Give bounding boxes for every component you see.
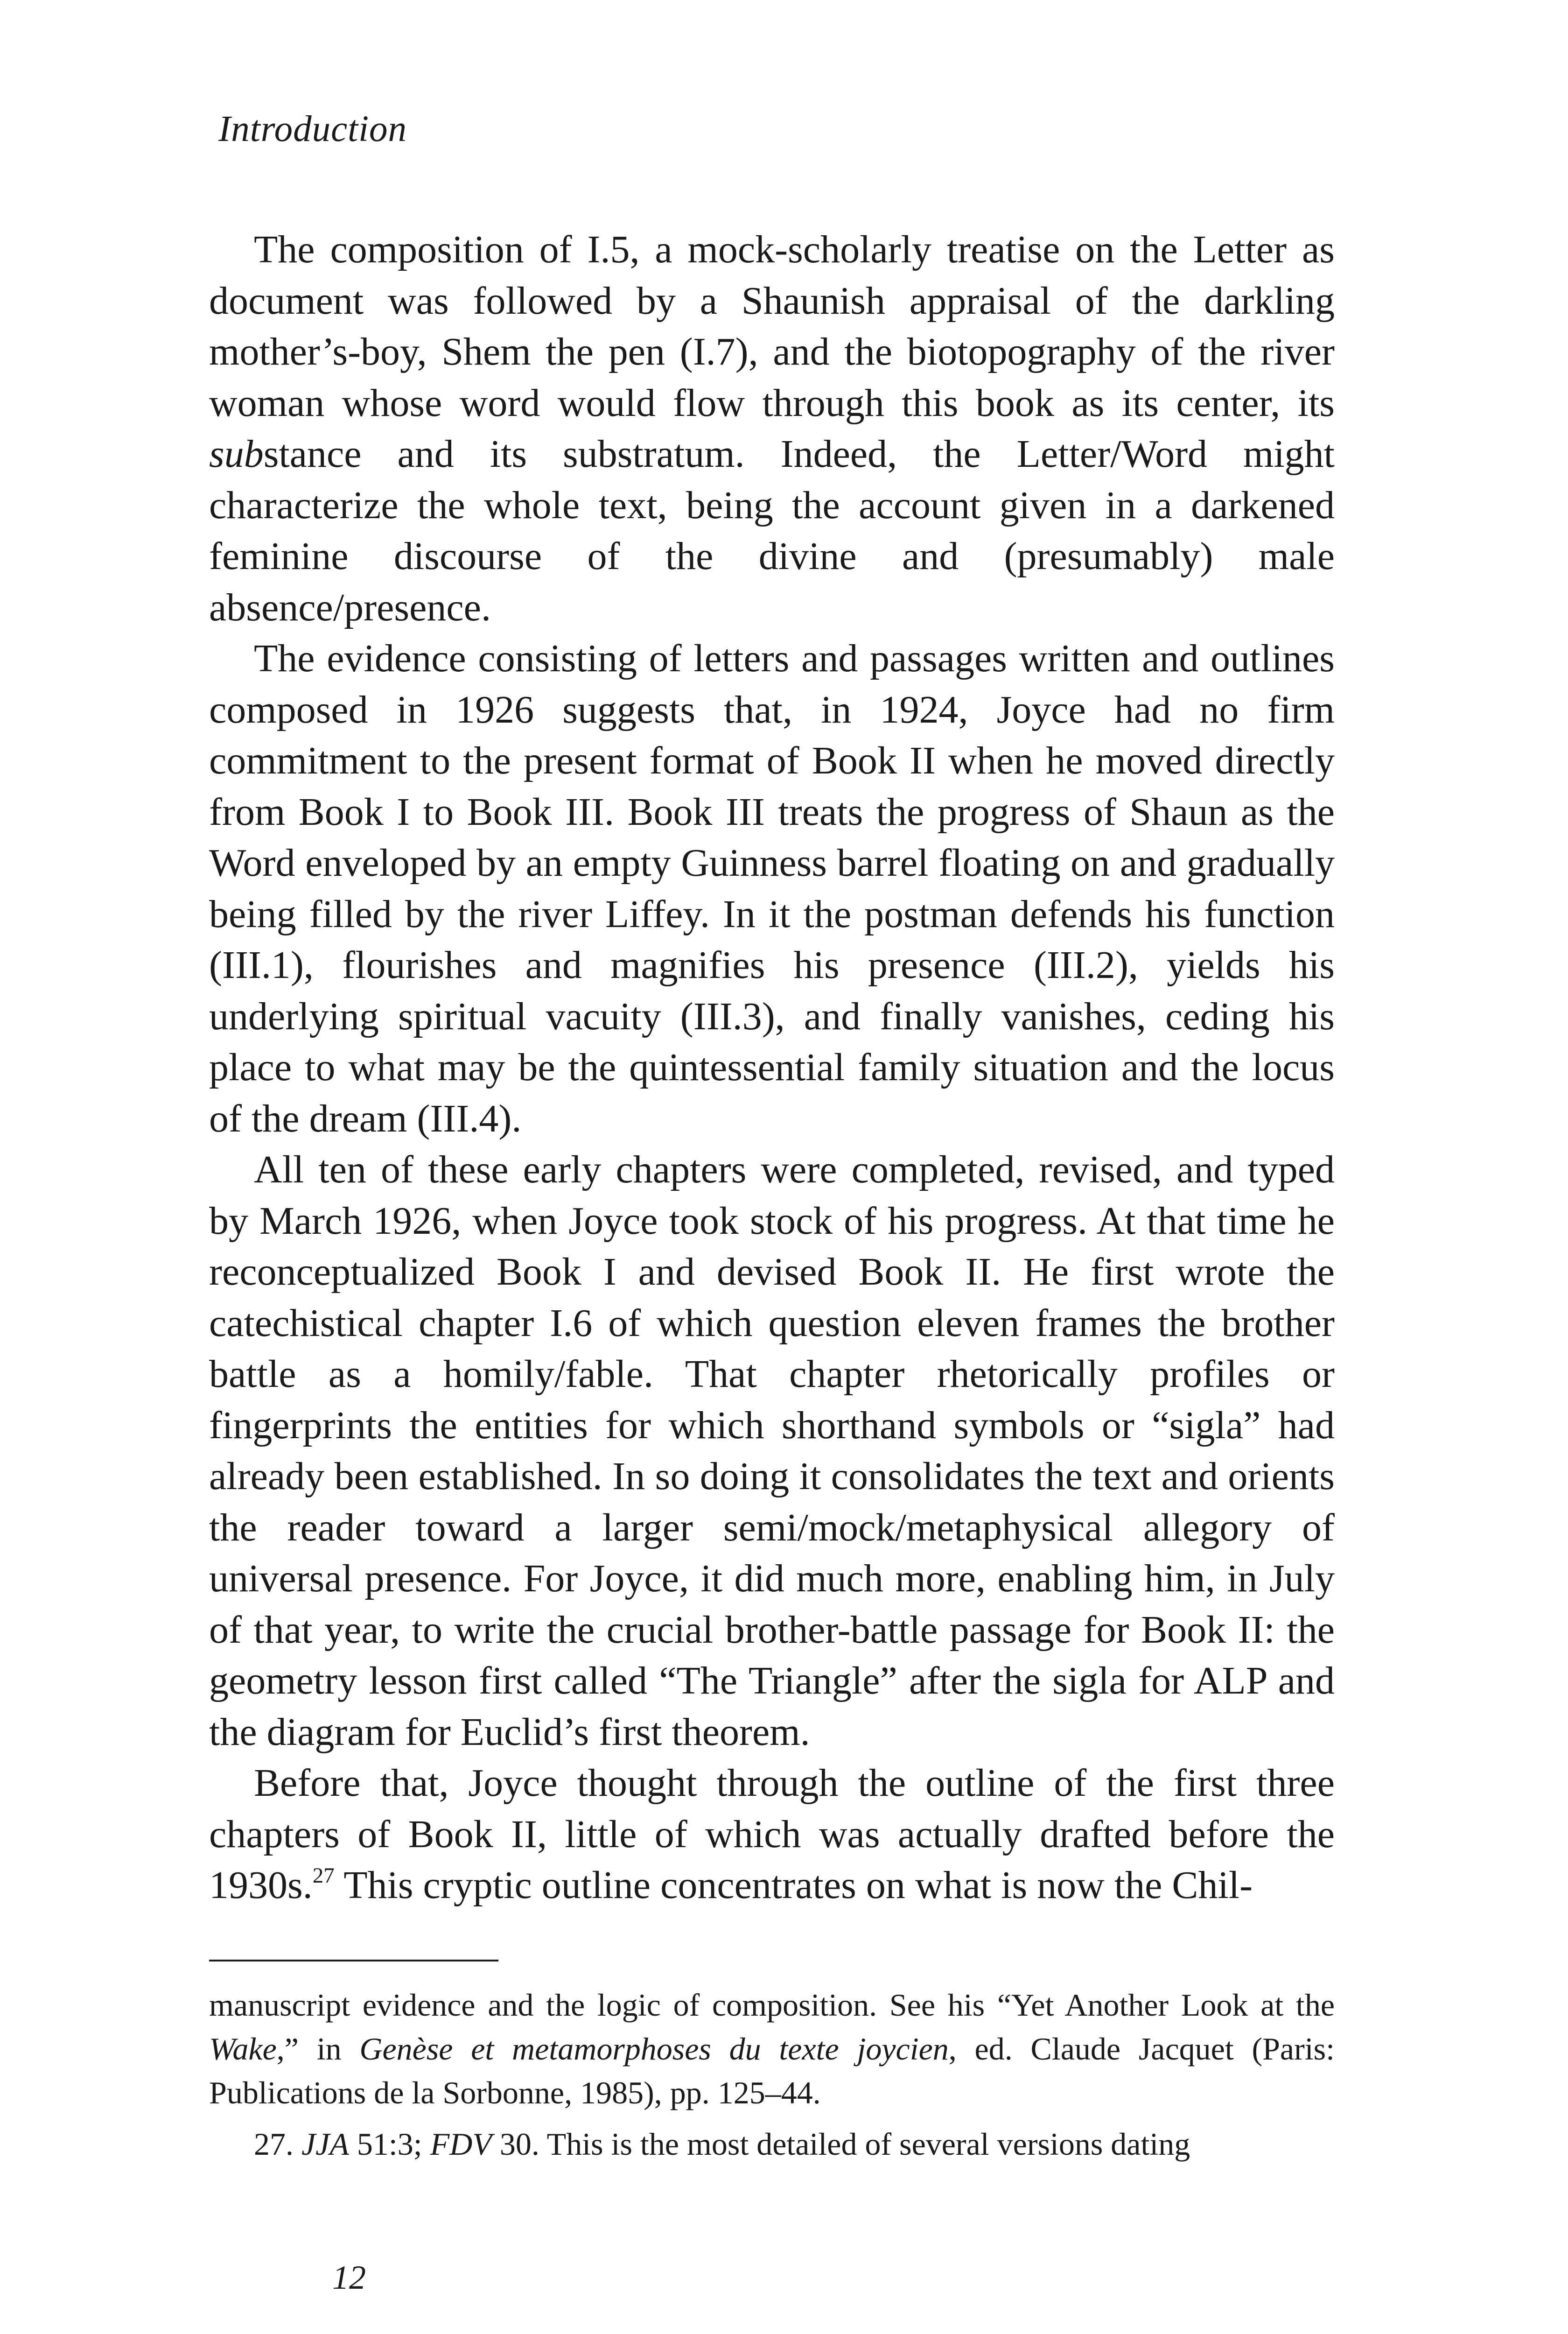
page-number: 12 — [332, 2259, 366, 2296]
footnote-continuation — [209, 1983, 1335, 2115]
footnote-rule — [209, 1960, 498, 1961]
footnote-27 — [209, 2122, 1335, 2166]
text-run: 51:3; — [349, 2126, 430, 2162]
footnote-number: 27. — [254, 2126, 301, 2162]
emphasis: sub — [209, 432, 264, 476]
text-run: This cryptic outline concentrates on what is now the Chil- — [334, 1863, 1253, 1907]
footnote-ref: 27 — [312, 1863, 335, 1888]
text-run: ,” in — [276, 2031, 360, 2067]
paragraph — [209, 1758, 1335, 1911]
paragraph: The evidence consisting of letters and passages written and outlines composed in 1926 suggests that, in 1924, Joyce had no firm commitment to the present format of Book II when he moved directly from Book I to Book III. Book III treats the progress of Shaun as the Word enveloped by an empty Guinness barrel floating on and gradually being filled by the river Liffey. In it the postman defends his function (III.1), flourishes and magnifies his presence (III.2), yields his underlying spiritual vacuity (III.3), and finally vanishes, ceding his place to what may be the quintessential family situation and the locus of the dream (III.4). — [209, 637, 1335, 1140]
paragraph: All ten of these early chapters were completed, revised, and typed by March 1926, when Joyce took stock of his progress. At that time he reconceptualized Book I and devised Book II. He first wrote the catechistical chapter I.6 of which question eleven frames the brother battle as a homily/fable. That chapter rhetorically profiles or fingerprints the entities for which shorthand symbols or “sigla” had already been established. In so doing it consolidates the text and orients the reader toward a larger semi/mock/metaphysical allegory of universal presence. For Joyce, it did much more, enabling him, in July of that year, to write the crucial brother-battle passage for Book II: the geometry lesson first called “The Triangle” after the sigla for ALP and the diagram for Euclid’s first theorem. — [209, 1148, 1335, 1754]
text-run: The composition of I.5, a mock-scholarly treatise on the Letter as document was followed by a Shaunish appraisal of the darkling mother’s-boy, Shem the pen (I.7), and the biotopography of the river woman whose word would flow through this book as its center, its — [209, 228, 1335, 425]
italic-abbrev: JJA — [301, 2126, 349, 2162]
body-text — [209, 224, 1335, 1911]
italic-abbrev: FDV — [430, 2126, 492, 2162]
text-run: stance and its substratum. Indeed, the Letter/Word might characterize the whole text, being the account given in a darkened feminine discourse of the divine and (presumably) male absence/presence. — [209, 432, 1335, 629]
italic-title: Wake — [209, 2031, 277, 2067]
italic-title: Genèse et metamorphoses du texte joycien — [359, 2031, 949, 2067]
paragraph — [209, 224, 1335, 633]
running-head: Introduction — [218, 109, 407, 149]
text-run: , ed. Claude Jacquet (Paris: Publications de la Sorbonne, 1985), pp. 125–44. — [209, 2031, 1335, 2110]
text-run: 30. This is the most detailed of several versions dating — [491, 2126, 1190, 2162]
text-run: Before that, Joyce thought through the outline of the first three chapters of Book II, little of which was actually drafted before the 1930s. — [209, 1761, 1335, 1907]
text-run: manuscript evidence and the logic of composition. See his “Yet Another Look at the — [209, 1987, 1335, 2023]
footnotes — [209, 1983, 1335, 2166]
